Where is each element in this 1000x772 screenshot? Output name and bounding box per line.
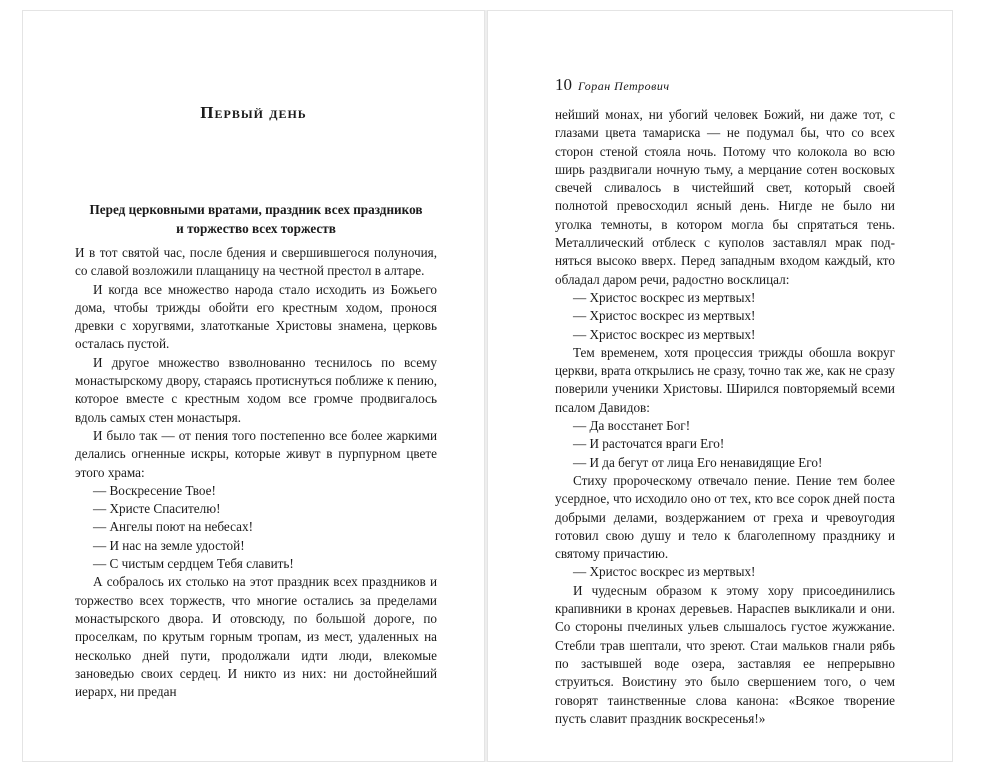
dialog-line: — С чистым сердцем Тебя славить! [93,556,294,572]
paragraph: И когда все множество народа стало исходить из Божьего дома, чтобы трижды обойти его крестным ходом, пронося древки с хоругвями, златотканые Христовы знамена, церковь осталась пустой. [75,281,437,352]
right-page [487,10,953,762]
dialog-line: — Ангелы поют на небесах! [93,519,253,535]
running-head [555,75,895,95]
dialog-line: — Да восстанет Бог! [573,418,691,434]
left-page [22,10,485,762]
section-heading-line-2: и торжество всех торжеств [176,220,336,236]
section-heading [75,201,437,238]
paragraph: Тем временем, хотя процессия трижды обошла вокруг церкви, врата открылись не сразу, точно так же, как не сразу поверили ученики Христовы. Ширился повторяемый всеми псалом Давидов: [555,344,895,415]
chapter-title: Первый день [200,103,307,122]
section-heading-line-1: Перед церковными вратами, праздник всех праздников [89,202,423,217]
dialog-line: — Воскресение Твое! [93,482,216,498]
right-page-body [555,106,895,728]
dialog-line: — Христос воскрес из мертвых! [573,308,756,324]
left-page-body [75,244,437,701]
paragraph: Стиху пророческому отвечало пение. Пение тем более усердное, что исходило оно от тех, кто все сорок дней поста добрыми делами, воздержанием от греха и чревоугодия готовил свою душу и тело к благолепному празднику и святому причастию. [555,472,895,562]
page-number: 10 [555,75,572,94]
paragraph: И чудесным образом к этому хору присоединились крапивники в кронах деревьев. Нараспев выкликали и они. Со стороны пчелиных ульев слышалось густое жужжание. Стебли трав шептали, что зреют. Стаи мальков гнали рябь по застывшей воде озера, заставляя ее непрерывно струиться. Воистину это было свершением того, о чем говорят таинственные слова канона: «Всякое творение пусть славит праздник воскресенья!» [555,582,895,726]
paragraph: нейший монах, ни убогий человек Божий, ни даже тот, с глазами цвета тамариска — не подумал бы, что со всех сторон стеной стояла ночь. Потому что колокола во всю ширь раздвигали ночную тьму, а мерцание сотен восковых свечей сливалось в чистейший свет, который своей полнотой превосходил ясный день. Нигде не было ни уголка темноты, в котором могла бы спрятаться тень. Металлический отблеск с куполов заставлял мрак подняться высоко вверх. Перед западным входом каждый, кто обладал даром речи, радостно восклицал: [555,107,895,287]
dialog-line: — И да бегут от лица Его ненавидящие Его! [573,454,823,470]
dialog-line: — И нас на земле удостой! [93,537,245,553]
dialog-line: — Христос воскрес из мертвых! [573,326,756,342]
paragraph: И в тот святой час, после бдения и свершившегося полуночия, со славой возложили плащаницу на честной престол в алтаре. [75,245,437,279]
running-author: Горан Петрович [578,79,670,93]
paragraph: И другое множество взволнованно теснилось по всему монастырскому двору, стараясь протиснуться поближе к пению, которое вместе с крестным ходом все громче продвигалось вдоль самых стен монастыря. [75,354,437,425]
paragraph: И было так — от пения того постепенно все более жаркими делались огненные искры, которые живут в пурпурном цвете этого храма: [75,427,437,480]
dialog-line: — Христе Спасителю! [93,501,221,517]
dialog-line: — И расточатся враги Его! [573,436,725,452]
dialog-line: — Христос воскрес из мертвых! [573,564,756,580]
dialog-line: — Христос воскрес из мертвых! [573,289,756,305]
paragraph: А собралось их столько на этот праздник всех праздников и торжество всех торжеств, что многие остались за пределами монастырского двора. И отовсюду, по большой дороге, по проселкам, по крутым горным тропам, из мест, удаленных на несколько дней пути, продолжали идти люди, влекомые зановедью своих сердец. И никто из них: ни достойнейший иерарх, ни предан [75,574,437,700]
